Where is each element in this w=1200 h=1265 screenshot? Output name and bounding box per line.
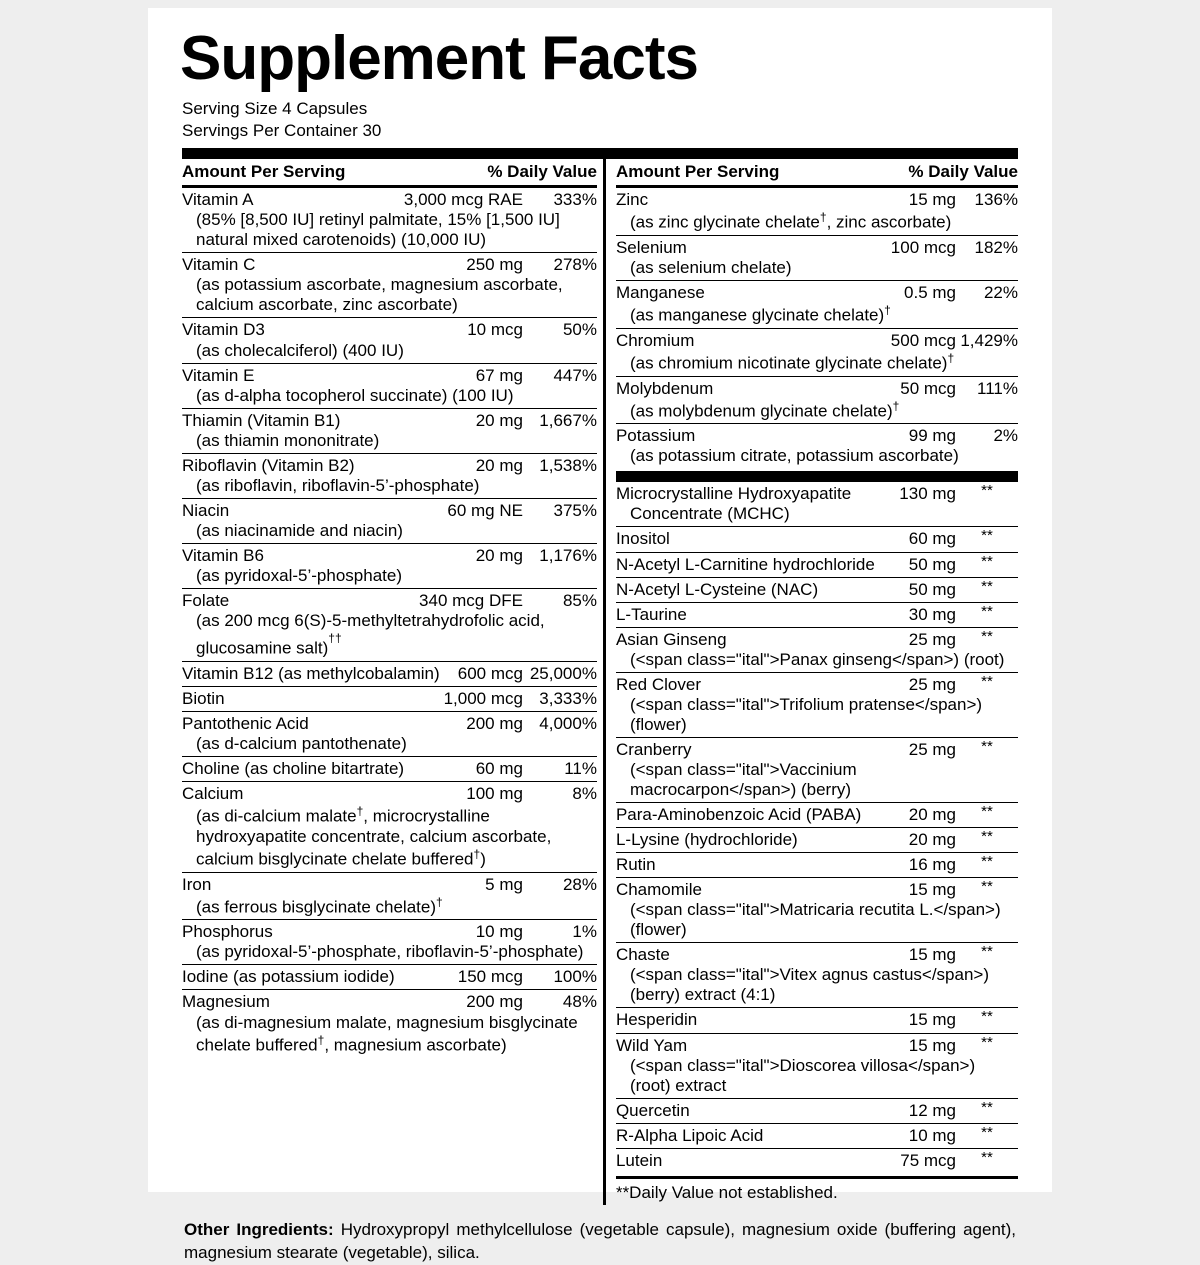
nutrient-row bbox=[616, 1124, 1018, 1149]
nutrient-source-line: (<span class="ital">Trifolium pratense</span>) (flower) bbox=[629, 694, 983, 734]
facts-columns bbox=[182, 159, 1018, 1205]
nutrient-daily-value: 111% bbox=[977, 378, 1018, 398]
nutrient-name: Selenium bbox=[615, 237, 687, 257]
nutrient-source-line: (as d-alpha tocopherol succinate) (100 IU) bbox=[196, 385, 514, 405]
nutrient-amount: 15 mg bbox=[908, 1035, 956, 1055]
nutrient-name: N-Acetyl L-Cysteine (NAC) bbox=[615, 579, 819, 599]
nutrient-row bbox=[182, 920, 597, 965]
nutrient-row bbox=[182, 782, 597, 873]
nutrient-daily-value: 3,333% bbox=[539, 688, 597, 708]
nutrient-amount: 200 mg bbox=[466, 713, 523, 733]
nutrient-source-line: (<span class="ital">Dioscorea villosa</span>) (root) extract bbox=[629, 1055, 976, 1095]
nutrient-source-line: (as di-magnesium malate, magnesium bisglycinate bbox=[196, 1012, 578, 1032]
nutrient-amount: 15 mg bbox=[908, 1010, 956, 1030]
nutrient-amount: 67 mg bbox=[475, 365, 523, 385]
nutrient-row bbox=[616, 673, 1018, 738]
nutrient-name: Hesperidin bbox=[615, 1010, 698, 1030]
nutrient-source-line: (as pyridoxal-5’-phosphate) bbox=[196, 565, 402, 585]
nutrient-amount: 50 mcg bbox=[900, 378, 956, 398]
right-botanicals-rows bbox=[616, 482, 1018, 1172]
nutrient-amount: 100 mcg bbox=[890, 237, 956, 257]
right-column-header bbox=[616, 159, 1018, 188]
nutrient-daily-value: ** bbox=[981, 853, 993, 871]
nutrient-name: Thiamin (Vitamin B1) bbox=[182, 410, 341, 430]
nutrient-daily-value: ** bbox=[981, 482, 993, 500]
nutrient-amount: 10 mg bbox=[475, 922, 523, 942]
left-nutrient-rows bbox=[182, 188, 597, 1057]
nutrient-name: Magnesium bbox=[182, 992, 270, 1012]
nutrient-row bbox=[182, 589, 597, 662]
nutrient-amount: 600 mcg bbox=[457, 663, 523, 683]
nutrient-name: Vitamin E bbox=[182, 365, 255, 385]
nutrient-amount: 12 mg bbox=[908, 1100, 956, 1120]
nutrient-amount: 3,000 mcg RAE bbox=[403, 190, 523, 210]
nutrient-row bbox=[182, 499, 597, 544]
nutrient-amount: 5 mg bbox=[485, 874, 523, 894]
nutrient-name: Iron bbox=[182, 874, 212, 894]
nutrient-daily-value: ** bbox=[981, 1008, 993, 1026]
nutrient-daily-value: ** bbox=[981, 1098, 993, 1116]
nutrient-amount: 20 mg bbox=[475, 545, 523, 565]
nutrient-daily-value: ** bbox=[981, 552, 993, 570]
nutrient-row bbox=[182, 687, 597, 712]
nutrient-source-line: (as thiamin mononitrate) bbox=[196, 430, 380, 450]
nutrient-daily-value: 1% bbox=[572, 922, 597, 942]
nutrient-row bbox=[616, 377, 1018, 425]
nutrient-daily-value: ** bbox=[981, 627, 993, 645]
nutrient-row bbox=[616, 828, 1018, 853]
nutrient-daily-value: ** bbox=[981, 803, 993, 821]
supplement-facts-panel bbox=[148, 8, 1052, 1262]
nutrient-daily-value: 2% bbox=[993, 426, 1019, 446]
nutrient-row bbox=[616, 1149, 1018, 1173]
nutrient-name: Riboflavin (Vitamin B2) bbox=[182, 455, 355, 475]
daily-value-footnote: **Daily Value not established. bbox=[616, 1176, 1018, 1205]
nutrient-daily-value: ** bbox=[981, 672, 993, 690]
nutrient-source-line: (<span class="ital">Vitex agnus castus</span>) (berry) extract (4:1) bbox=[629, 965, 990, 1005]
nutrient-amount: 130 mg bbox=[899, 484, 956, 504]
nutrient-row bbox=[616, 1099, 1018, 1124]
nutrient-amount: 20 mg bbox=[908, 830, 956, 850]
nutrient-row bbox=[616, 482, 1018, 527]
nutrient-amount: 60 mg bbox=[908, 529, 957, 549]
nutrient-daily-value: 11% bbox=[564, 759, 597, 779]
nutrient-daily-value: 100% bbox=[553, 967, 597, 987]
nutrient-daily-value: ** bbox=[981, 828, 993, 846]
left-header-dv: % Daily Value bbox=[487, 162, 597, 182]
other-ingredients-label: Other Ingredients: bbox=[184, 1219, 334, 1239]
nutrient-source-line: (as manganese glycinate chelate)† bbox=[629, 303, 891, 325]
nutrient-amount: 15 mg bbox=[908, 945, 957, 965]
nutrient-row bbox=[182, 662, 597, 687]
nutrient-name: Vitamin B6 bbox=[182, 545, 264, 565]
nutrient-source-line: (as riboflavin, riboflavin-5’-phosphate) bbox=[196, 475, 480, 495]
nutrient-name: Pantothenic Acid bbox=[182, 713, 309, 733]
nutrient-row bbox=[616, 281, 1018, 329]
nutrient-name: Iodine (as potassium iodide) bbox=[182, 967, 395, 987]
nutrient-row bbox=[616, 553, 1018, 578]
nutrient-name: R-Alpha Lipoic Acid bbox=[615, 1125, 764, 1145]
other-ingredients bbox=[184, 1219, 1016, 1265]
nutrient-amount: 25 mg bbox=[908, 674, 956, 694]
nutrient-amount: 10 mg bbox=[908, 1125, 956, 1145]
nutrient-amount: 15 mg bbox=[908, 190, 957, 210]
nutrient-name: Calcium bbox=[182, 784, 244, 804]
nutrient-daily-value: ** bbox=[981, 737, 993, 755]
nutrient-daily-value: 375% bbox=[553, 500, 597, 520]
nutrient-name: Zinc bbox=[615, 190, 649, 210]
nutrient-amount: 30 mg bbox=[908, 604, 957, 624]
nutrient-name: Molybdenum bbox=[615, 378, 714, 398]
nutrient-amount: 20 mg bbox=[475, 455, 523, 475]
nutrient-row bbox=[182, 544, 597, 589]
nutrient-row bbox=[182, 409, 597, 454]
nutrient-amount: 250 mg bbox=[466, 255, 523, 275]
nutrient-name: Folate bbox=[182, 591, 230, 611]
page-title: Supplement Facts bbox=[180, 24, 698, 93]
nutrient-amount: 75 mcg bbox=[900, 1150, 956, 1170]
nutrient-row bbox=[182, 712, 597, 757]
nutrient-row bbox=[616, 603, 1018, 628]
nutrient-name: Manganese bbox=[615, 283, 705, 303]
nutrient-source-line: (as ferrous bisglycinate chelate)† bbox=[196, 894, 443, 917]
nutrient-amount: 500 mcg bbox=[890, 330, 956, 350]
nutrient-source-line: (as selenium chelate) bbox=[629, 257, 792, 277]
nutrient-daily-value: 1,667% bbox=[539, 410, 597, 430]
nutrient-row bbox=[616, 329, 1018, 377]
nutrient-source-line: (as di-calcium malate†, microcrystalline bbox=[196, 804, 490, 826]
other-ingredients-text: Hydroxypropyl methylcellulose (vegetable capsule), magnesium oxide (buffering agent), magnesium stearate (vegetable), silica. bbox=[184, 1219, 1017, 1262]
nutrient-name: Niacin bbox=[182, 500, 230, 520]
nutrient-daily-value: ** bbox=[981, 943, 993, 961]
nutrient-daily-value: ** bbox=[981, 1033, 993, 1051]
nutrient-daily-value: ** bbox=[981, 1123, 993, 1141]
nutrient-source-line: (as chromium nicotinate glycinate chelate)† bbox=[629, 350, 955, 373]
nutrient-daily-value: 182% bbox=[974, 237, 1018, 257]
nutrient-daily-value: 136% bbox=[974, 190, 1019, 210]
nutrient-row bbox=[616, 527, 1018, 552]
nutrient-row bbox=[616, 628, 1018, 673]
nutrient-amount: 10 mcg bbox=[467, 320, 523, 340]
nutrient-amount: 60 mg NE bbox=[447, 500, 523, 520]
nutrient-amount: 0.5 mg bbox=[904, 283, 956, 303]
nutrient-name: Asian Ginseng bbox=[615, 629, 727, 649]
nutrient-amount: 60 mg bbox=[475, 759, 523, 779]
left-column bbox=[182, 159, 597, 1205]
nutrient-name: Microcrystalline Hydroxyapatite bbox=[615, 484, 852, 504]
nutrient-amount: 50 mg bbox=[908, 579, 957, 599]
nutrient-name: L-Taurine bbox=[615, 604, 687, 624]
nutrient-name: Inositol bbox=[615, 529, 670, 549]
nutrient-amount: 340 mcg DFE bbox=[419, 591, 523, 611]
nutrient-name: Cranberry bbox=[615, 739, 692, 759]
nutrient-daily-value: 85% bbox=[562, 591, 597, 611]
nutrient-name: Vitamin B12 (as methylcobalamin) bbox=[182, 663, 440, 683]
nutrient-source-line: hydroxyapatite concentrate, calcium ascorbate, bbox=[196, 826, 552, 846]
serving-size: Serving Size 4 Capsules bbox=[182, 99, 368, 118]
nutrient-row bbox=[616, 424, 1018, 468]
nutrient-row bbox=[182, 454, 597, 499]
right-header-dv: % Daily Value bbox=[908, 162, 1018, 182]
nutrient-source-line: (as molybdenum glycinate chelate)† bbox=[629, 398, 900, 421]
nutrient-source-line: (as niacinamide and niacin) bbox=[196, 520, 403, 540]
nutrient-amount: 200 mg bbox=[466, 992, 523, 1012]
nutrient-source-line: (<span class="ital">Vaccinium macrocarpon</span>) (berry) bbox=[629, 759, 857, 799]
nutrient-source-line: (as zinc glycinate chelate†, zinc ascorbate) bbox=[629, 210, 952, 232]
nutrient-daily-value: 4,000% bbox=[539, 713, 597, 733]
nutrient-row bbox=[616, 578, 1018, 603]
nutrient-amount: 25 mg bbox=[908, 739, 957, 759]
nutrient-amount: 99 mg bbox=[908, 426, 957, 446]
right-column bbox=[603, 159, 1018, 1205]
nutrient-name: Para-Aminobenzoic Acid (PABA) bbox=[615, 805, 862, 825]
nutrient-name: Red Clover bbox=[615, 674, 701, 694]
nutrient-source-line: chelate buffered†, magnesium ascorbate) bbox=[196, 1032, 507, 1055]
nutrient-name: Chamomile bbox=[615, 880, 702, 900]
nutrient-name: Lutein bbox=[615, 1150, 663, 1170]
nutrient-amount: 15 mg bbox=[908, 880, 956, 900]
top-rule bbox=[182, 148, 1018, 159]
nutrient-name: Chromium bbox=[615, 330, 695, 350]
nutrient-amount: 150 mcg bbox=[457, 967, 523, 987]
nutrient-source-line: natural mixed carotenoids) (10,000 IU) bbox=[196, 230, 487, 250]
nutrient-source-line: (<span class="ital">Matricaria recutita L.</span>) (flower) bbox=[629, 900, 1001, 940]
nutrient-amount: 1,000 mcg bbox=[443, 688, 523, 708]
nutrient-row bbox=[616, 803, 1018, 828]
nutrient-row bbox=[182, 873, 597, 921]
nutrient-source-line: (as 200 mcg 6(S)-5-methyltetrahydrofolic acid, bbox=[196, 611, 545, 631]
nutrient-name: Choline (as choline bitartrate) bbox=[182, 759, 405, 779]
nutrient-row bbox=[182, 318, 597, 363]
nutrient-source-line: (as potassium ascorbate, magnesium ascorbate, bbox=[196, 275, 563, 295]
nutrient-row bbox=[182, 757, 597, 782]
nutrient-name: Phosphorus bbox=[182, 922, 273, 942]
nutrient-row bbox=[616, 943, 1018, 1008]
nutrient-amount: 20 mg bbox=[908, 805, 956, 825]
nutrient-daily-value: ** bbox=[981, 1148, 993, 1166]
nutrient-daily-value: 48% bbox=[562, 992, 597, 1012]
nutrient-daily-value: ** bbox=[981, 878, 993, 896]
nutrient-name: Rutin bbox=[615, 855, 656, 875]
nutrient-daily-value: 8% bbox=[572, 784, 597, 804]
nutrient-name: Chaste bbox=[615, 945, 670, 965]
nutrient-daily-value: 447% bbox=[553, 365, 597, 385]
nutrient-source-line: Concentrate (MCHC) bbox=[629, 504, 790, 524]
nutrient-daily-value: 1,176% bbox=[539, 545, 597, 565]
right-minerals-rows bbox=[616, 188, 1018, 468]
nutrient-amount: 25 mg bbox=[908, 629, 956, 649]
nutrient-source-line: (as potassium citrate, potassium ascorbate) bbox=[629, 446, 959, 466]
nutrient-name: Vitamin A bbox=[182, 190, 254, 210]
nutrient-row bbox=[616, 853, 1018, 878]
nutrient-name: Biotin bbox=[182, 688, 225, 708]
nutrient-name: Potassium bbox=[615, 426, 696, 446]
nutrient-daily-value: ** bbox=[981, 577, 993, 595]
nutrient-name: L-Lysine (hydrochloride) bbox=[615, 830, 798, 850]
nutrient-name: Vitamin C bbox=[182, 255, 256, 275]
nutrient-row bbox=[616, 738, 1018, 803]
nutrient-daily-value: 22% bbox=[983, 283, 1018, 303]
nutrient-source-line: calcium bisglycinate chelate buffered†) bbox=[196, 846, 486, 869]
nutrient-source-line: (<span class="ital">Panax ginseng</span>) (root) bbox=[629, 649, 1005, 669]
nutrient-source-line: (as cholecalciferol) (400 IU) bbox=[196, 340, 404, 360]
nutrient-daily-value: 28% bbox=[562, 874, 597, 894]
nutrient-name: Vitamin D3 bbox=[182, 320, 265, 340]
nutrient-source-line: (as d-calcium pantothenate) bbox=[196, 733, 407, 753]
nutrient-row bbox=[182, 253, 597, 318]
nutrient-row bbox=[616, 878, 1018, 943]
nutrient-amount: 20 mg bbox=[475, 410, 523, 430]
nutrient-daily-value: 25,000% bbox=[529, 663, 597, 683]
nutrient-row bbox=[616, 1008, 1018, 1033]
nutrient-daily-value: 278% bbox=[553, 255, 597, 275]
servings-per-container: Servings Per Container 30 bbox=[182, 121, 382, 141]
nutrient-row bbox=[616, 236, 1018, 281]
nutrient-row bbox=[182, 990, 597, 1057]
nutrient-source-line: calcium ascorbate, zinc ascorbate) bbox=[196, 295, 458, 315]
nutrient-row bbox=[182, 188, 597, 253]
nutrient-source-line: glucosamine salt)†† bbox=[196, 631, 342, 658]
nutrient-row bbox=[182, 364, 597, 409]
nutrient-amount: 100 mg bbox=[466, 784, 523, 804]
nutrient-daily-value: 1,429% bbox=[960, 330, 1018, 350]
nutrient-amount: 16 mg bbox=[908, 855, 957, 875]
nutrient-source-line: (85% [8,500 IU] retinyl palmitate, 15% [1,500 IU] bbox=[196, 210, 560, 230]
nutrient-daily-value: 333% bbox=[553, 190, 597, 210]
left-column-header bbox=[182, 159, 597, 188]
nutrient-name: N-Acetyl L-Carnitine hydrochloride bbox=[615, 554, 875, 574]
section-divider-rule bbox=[616, 471, 1018, 482]
nutrient-name: Quercetin bbox=[615, 1100, 690, 1120]
nutrient-daily-value: ** bbox=[981, 527, 993, 545]
nutrient-daily-value: ** bbox=[981, 602, 993, 620]
nutrient-source-line: (as pyridoxal-5’-phosphate, riboflavin-5’-phosphate) bbox=[196, 942, 584, 962]
nutrient-row bbox=[616, 188, 1018, 236]
left-header-amount: Amount Per Serving bbox=[182, 162, 346, 182]
nutrient-amount: 50 mg bbox=[908, 554, 956, 574]
nutrient-row bbox=[616, 1034, 1018, 1099]
nutrient-daily-value: 1,538% bbox=[539, 455, 597, 475]
right-header-amount: Amount Per Serving bbox=[615, 162, 780, 182]
nutrient-name: Wild Yam bbox=[615, 1035, 688, 1055]
nutrient-daily-value: 50% bbox=[562, 320, 597, 340]
nutrient-row bbox=[182, 965, 597, 990]
